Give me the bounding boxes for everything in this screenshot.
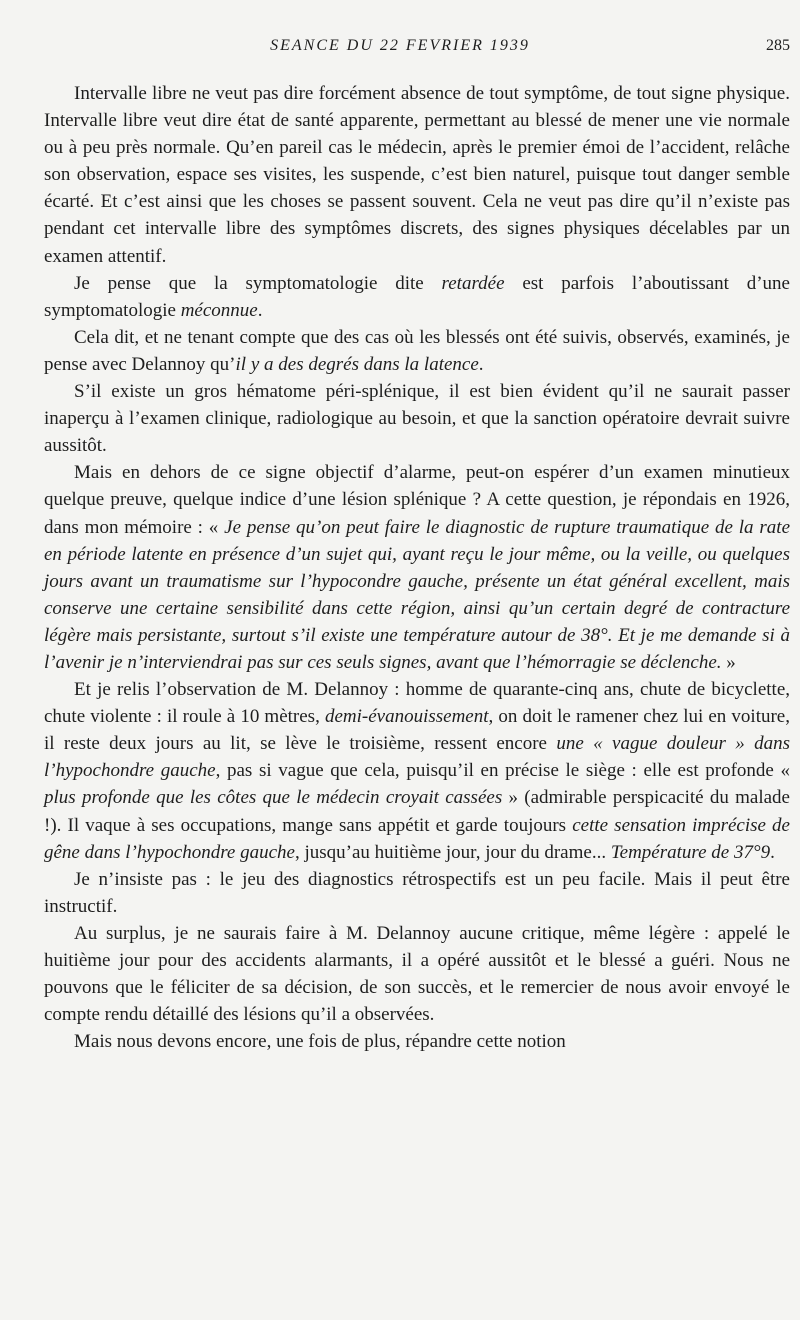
text-run: . xyxy=(770,841,775,863)
text-run: Et je relis l’observation de M. Delannoy : homme de quarante-cinq ans, chute de bicyclette, chute violente : il roule à 10 mètres, xyxy=(44,679,790,728)
italic-text: il y a des degrés dans la latence xyxy=(235,353,479,375)
text-run: . xyxy=(257,299,263,321)
text-run: Mais nous devons encore, une fois de plus, répandre cette notion xyxy=(74,1031,566,1053)
text-run: » xyxy=(721,651,736,673)
text-run: Mais en dehors de ce signe objectif d’alarme, peut-on espérer d’un examen minutieux quelque preuve, quelque indice d’une lésion splénique ? A cette question, je répondais en 1926, dans mon mémoire : « xyxy=(44,462,790,538)
italic-text: cette sensation imprécise de gêne dans l’hypochondre gauche xyxy=(44,814,790,863)
text-run: est parfois l’aboutissant d’une symptomatologie xyxy=(44,272,790,321)
paragraph xyxy=(44,676,790,866)
text-run: , pas si vague que cela, puisqu’il en précise le siège : elle est profonde « xyxy=(215,760,790,782)
paragraph xyxy=(44,80,790,270)
paragraph xyxy=(44,459,790,676)
italic-text: Je pense qu’on peut faire le diagnostic de rupture traumatique de la rate en période latente en présence d’un sujet qui, ayant reçu le jour même, ou la veille, ou quelques jours avant un traumatisme sur l’hypocondre gauche, présente un état général excellent, mais conserve une certaine sensibilité dans cette région, ainsi qu’un certain degré de contracture légère mais persistante, surtout s’il existe une température autour de 38°. Et je me demande si à l’avenir je n’interviendrai pas sur ces seuls signes, avant que l’hémorragie se déclenche. xyxy=(44,516,791,673)
paragraph xyxy=(44,866,790,920)
italic-text: une « vague douleur » dans l’hypochondre gauche xyxy=(44,733,790,782)
italic-text: Température de 37°9 xyxy=(610,841,771,863)
running-head xyxy=(0,35,800,59)
text-run: » (admirable perspicacité du malade !). Il vaque à ses occupations, mange sans appétit et garde toujours xyxy=(44,787,790,836)
paragraph xyxy=(44,378,790,459)
italic-text: retardée xyxy=(441,272,505,294)
text-run: Au surplus, je ne saurais faire à M. Delannoy aucune critique, même légère : appelé le huitième jour pour des accidents alarmants, il a opéré aussitôt et le blessé a guéri. Nous ne pouvons que le féliciter de sa décision, de son succès, et le remercier de nous avoir envoyé le compte rendu détaillé des lésions qu’il a observées. xyxy=(44,922,790,1026)
text-run: Intervalle libre ne veut pas dire forcément absence de tout symptôme, de tout signe physique. Intervalle libre veut dire état de santé apparente, permettant au blessé de mener une vie normale ou à peu près normale. Qu’en pareil cas le médecin, après le premier émoi de l’accident, relâche son observation, espace ses visites, les suspende, c’est bien naturel, puisque tout danger semble écarté. Et c’est ainsi que les choses se passent souvent. Cela ne veut pas dire qu’il n’existe pas pendant cet intervalle libre des symptômes discrets, des signes physiques décelables par un examen attentif. xyxy=(44,83,790,267)
text-run: Je n’insiste pas : le jeu des diagnostics rétrospectifs est un peu facile. Mais il peut être instructif. xyxy=(44,868,790,917)
running-title: SEANCE DU 22 FEVRIER 1939 xyxy=(270,37,530,54)
paragraph xyxy=(44,324,790,378)
text-run: , jusqu’au huitième jour, jour du drame... xyxy=(294,841,611,863)
italic-text: méconnue xyxy=(180,299,258,321)
paragraph xyxy=(44,270,790,324)
italic-text: demi-évanouissement xyxy=(324,706,489,728)
paragraph xyxy=(44,1028,790,1055)
text-run: Cela dit, et ne tenant compte que des cas où les blessés ont été suivis, observés, examinés, je pense avec Delannoy qu’ xyxy=(44,326,790,375)
text-run: , on doit le ramener chez lui en voiture, il reste deux jours au lit, se lève le troisième, ressent encore xyxy=(44,706,790,755)
body-text xyxy=(44,80,790,1055)
text-run: S’il existe un gros hématome péri-splénique, il est bien évident qu’il ne saurait passer inaperçu à l’examen clinique, radiologique au besoin, et que la sanction opératoire devrait suivre aussitôt. xyxy=(44,381,790,457)
italic-text: plus profonde que les côtes que le médecin croyait cassées xyxy=(44,787,503,809)
page-number: 285 xyxy=(766,37,790,54)
text-run: . xyxy=(478,353,484,375)
paragraph xyxy=(44,920,790,1028)
text-run: Je pense que la symptomatologie dite xyxy=(74,272,442,294)
